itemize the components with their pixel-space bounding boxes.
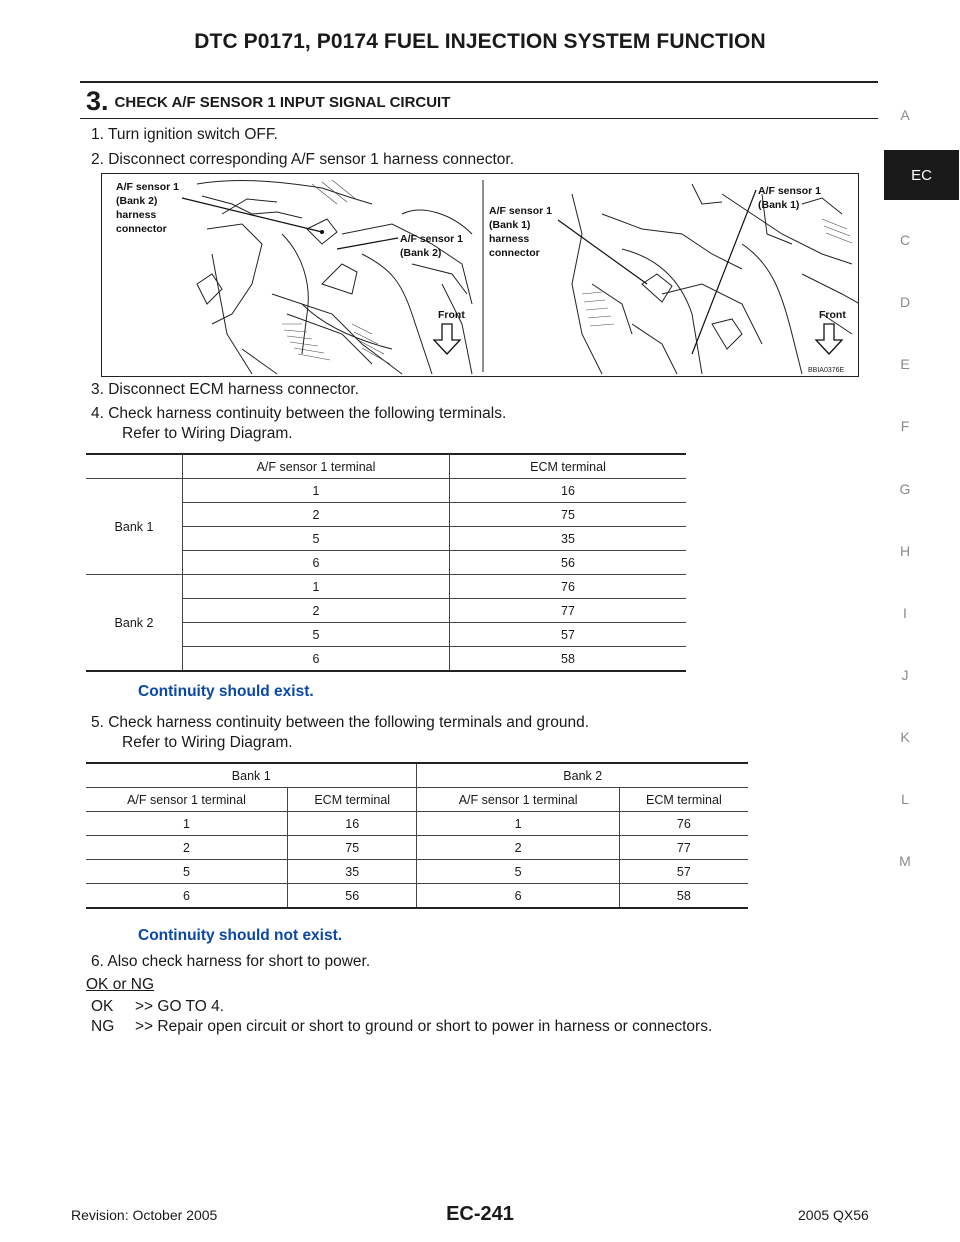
instruction-3: 3. Disconnect ECM harness connector. [91,381,359,398]
table-cell: 56 [287,884,417,909]
left-engine-sketch [197,181,472,374]
ground-continuity-table [86,762,748,909]
table-cell: 2 [183,503,450,527]
footer-revision: Revision: October 2005 [71,1207,218,1223]
instruction-4-text: 4. Check harness continuity between the following terminals. [91,405,507,422]
left-sensor-label-line2: (Bank 2) [400,247,442,259]
left-harness-label-line3: harness [116,209,157,221]
header-rule [80,81,878,83]
table-cell: 5 [417,860,619,884]
table-cell: 56 [450,551,687,575]
continuity-note: Continuity should exist. [138,683,314,700]
table-cell: 6 [183,647,450,672]
side-index-a[interactable]: A [900,107,910,123]
instruction-5-ref: Refer to Wiring Diagram. [122,734,293,751]
footer-model: 2005 QX56 [798,1207,869,1223]
table-header-cell: ECM terminal [619,788,748,812]
instruction-2: 2. Disconnect corresponding A/F sensor 1 harness connector. [91,151,515,168]
right-front-label: Front [819,309,846,321]
table-cell: 6 [417,884,619,909]
side-index-j[interactable]: J [901,667,909,683]
table-header-row [86,454,686,479]
table-cell: 75 [287,836,417,860]
bank-cell: Bank 2 [86,575,183,672]
step-rule [80,118,878,119]
right-sensor-label-line1: A/F sensor 1 [758,185,822,197]
table-cell: 35 [287,860,417,884]
step-heading [86,86,450,117]
side-index-h[interactable]: H [899,543,911,559]
table-cell: 1 [417,812,619,836]
engine-bay-illustration [102,174,859,377]
table-cell: 75 [450,503,687,527]
table-row [86,860,748,884]
table-group-header-row [86,763,748,788]
table-cell: 58 [619,884,748,909]
table-cell: 77 [619,836,748,860]
result-ng [91,1018,712,1036]
table-cell: 1 [183,575,450,599]
table-cell: 6 [183,551,450,575]
page-title: DTC P0171, P0174 FUEL INJECTION SYSTEM FUNCTION [194,30,766,53]
no-continuity-note: Continuity should not exist. [138,927,343,944]
table-cell: 2 [183,599,450,623]
side-index-l[interactable]: L [901,791,909,807]
result-ok-text[interactable]: >> GO TO 4. [135,998,225,1015]
side-index-e[interactable]: E [900,356,910,372]
table-cell: 16 [287,812,417,836]
table-header-row [86,788,748,812]
table-cell: 58 [450,647,687,672]
table-cell: 1 [183,479,450,503]
table-header-cell [86,454,183,479]
table-cell: 5 [86,860,287,884]
right-harness-label-line4: connector [489,247,540,259]
table-row [86,812,748,836]
table-cell: 16 [450,479,687,503]
left-front-label: Front [438,309,465,321]
left-sensor-label-line1: A/F sensor 1 [400,233,464,245]
connector-location-figure [101,173,859,377]
table-cell: 77 [450,599,687,623]
right-harness-label-line1: A/F sensor 1 [489,205,553,217]
table-row [86,575,686,599]
table-cell: 76 [450,575,687,599]
side-index-c[interactable]: C [899,232,911,248]
figure-code: BBIA0376E [808,367,845,374]
result-ok [91,998,224,1016]
side-index-active-tab[interactable]: EC [884,150,959,200]
table-row [86,836,748,860]
table-header-cell: A/F sensor 1 terminal [86,788,287,812]
table-cell: 5 [183,527,450,551]
side-index-g[interactable]: G [899,481,911,497]
table-cell: 2 [417,836,619,860]
table-cell: 1 [86,812,287,836]
left-front-arrow-icon [434,324,460,354]
table-row [86,884,748,909]
instruction-5 [91,714,589,752]
side-index-d[interactable]: D [899,294,911,310]
side-index-i[interactable]: I [903,605,907,621]
table-cell: 35 [450,527,687,551]
instruction-4 [91,405,506,443]
step-title: CHECK A/F SENSOR 1 INPUT SIGNAL CIRCUIT [114,94,451,111]
side-index-m[interactable]: M [899,853,911,869]
table-cell: 5 [183,623,450,647]
table-group-header: Bank 1 [86,763,417,788]
table-header-cell: A/F sensor 1 terminal [417,788,619,812]
table-group-header: Bank 2 [417,763,748,788]
step-number: 3. [86,86,109,116]
instruction-4-ref: Refer to Wiring Diagram. [122,425,293,442]
left-harness-label-line1: A/F sensor 1 [116,181,180,193]
left-harness-label-line4: connector [116,223,167,235]
right-front-arrow-icon [816,324,842,354]
left-harness-label-line2: (Bank 2) [116,195,158,207]
table-row [86,479,686,503]
result-ng-code: NG [91,1018,115,1035]
side-index-k[interactable]: K [900,729,910,745]
table-cell: 2 [86,836,287,860]
bank-cell: Bank 1 [86,479,183,575]
ok-or-ng-label: OK or NG [86,976,155,993]
right-harness-label-line2: (Bank 1) [489,219,531,231]
instruction-6: 6. Also check harness for short to power. [91,953,371,970]
right-harness-label-line3: harness [489,233,530,245]
table-header-cell: ECM terminal [450,454,687,479]
instruction-1: 1. Turn ignition switch OFF. [91,126,278,143]
right-sensor-label-line2: (Bank 1) [758,199,800,211]
continuity-table [86,453,686,672]
result-ok-code: OK [91,998,114,1015]
table-header-cell: A/F sensor 1 terminal [183,454,450,479]
table-header-cell: ECM terminal [287,788,417,812]
right-engine-sketch [572,184,859,374]
table-cell: 76 [619,812,748,836]
table-cell: 57 [619,860,748,884]
table-cell: 57 [450,623,687,647]
side-index-f[interactable]: F [900,418,910,434]
footer-page-number: EC-241 [446,1203,514,1225]
result-ng-text: >> Repair open circuit or short to ground or short to power in harness or connectors. [135,1018,713,1035]
instruction-5-text: 5. Check harness continuity between the following terminals and ground. [91,714,590,731]
table-cell: 6 [86,884,287,909]
